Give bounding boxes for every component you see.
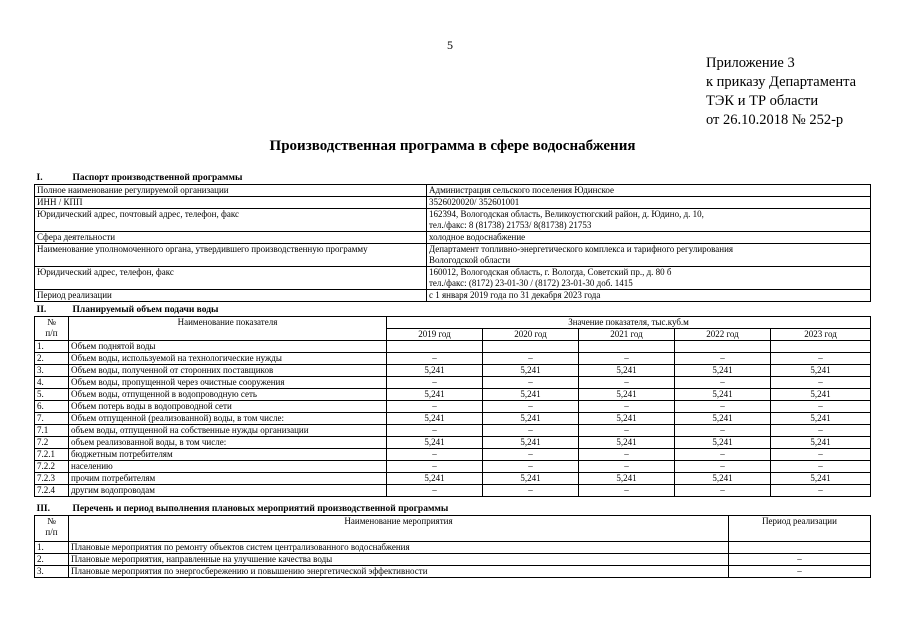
passport-row [35, 185, 871, 197]
indicator-value: 5,241 [579, 437, 675, 449]
indicator-value: – [483, 425, 579, 437]
indicator-value: – [483, 449, 579, 461]
col-period-header: Период реализации [729, 516, 871, 542]
indicator-value: – [387, 485, 483, 497]
passport-row [35, 197, 871, 209]
activity-name: Плановые мероприятия по ремонту объектов систем централизованного водоснабжения [69, 542, 729, 554]
indicator-value: 5,241 [483, 365, 579, 377]
indicator-value: – [387, 401, 483, 413]
passport-value-line-2: тел./факс: (8172) 23-01-30 / (8172) 23-01-30 доб. 1415 [429, 278, 633, 288]
indicator-value: – [579, 425, 675, 437]
indicator-value [675, 341, 771, 353]
passport-value-line-1: 162394, Вологодская область, Великоустюгский район, д. Юдино, д. 10, [429, 209, 704, 219]
indicator-value: 5,241 [387, 473, 483, 485]
indicator-value: – [771, 401, 871, 413]
passport-row [35, 290, 871, 302]
table-row [35, 341, 871, 353]
indicator-value: – [483, 485, 579, 497]
indicator-value: 5,241 [387, 365, 483, 377]
indicator-value: – [483, 353, 579, 365]
passport-label: Период реализации [35, 290, 427, 302]
table-row [35, 485, 871, 497]
table-row [35, 554, 871, 566]
indicator-name: Объем поднятой воды [69, 341, 387, 353]
indicator-value: – [579, 353, 675, 365]
col-value-header: Значение показателя, тыс.куб.м [387, 317, 871, 329]
table-row [35, 353, 871, 365]
year-header: 2021 год [579, 329, 675, 341]
col-num-header [35, 317, 69, 341]
section-2-heading [35, 305, 871, 317]
indicator-value: – [387, 425, 483, 437]
section-3-num: III. [36, 504, 50, 514]
table-row [35, 365, 871, 377]
passport-value [427, 267, 871, 290]
indicator-value: – [579, 485, 675, 497]
indicator-value [387, 341, 483, 353]
passport-value-line-1: 160012, Вологодская область, г. Вологда, Советский пр., д. 80 б [429, 267, 672, 277]
indicator-value: – [771, 485, 871, 497]
section-1-title: Паспорт производственной программы [72, 173, 243, 183]
indicator-name: объем воды, отпущенной на собственные нужды организации [69, 425, 387, 437]
row-num: 7.2.2 [35, 461, 69, 473]
indicator-value [483, 341, 579, 353]
indicator-value: 5,241 [579, 389, 675, 401]
indicator-value: – [579, 449, 675, 461]
section-1-heading [35, 173, 871, 185]
row-num: 7.2.3 [35, 473, 69, 485]
passport-label: Полное наименование регулируемой организации [35, 185, 427, 197]
table-header-row [35, 317, 871, 329]
indicator-value: – [579, 461, 675, 473]
passport-label: ИНН / КПП [35, 197, 427, 209]
passport-value-line-1: Департамент топливно-энергетического комплекса и тарифного регулирования [429, 244, 734, 254]
indicator-value: – [387, 461, 483, 473]
appendix-line-1: Приложение 3 [706, 55, 795, 71]
page-number: 5 [447, 38, 453, 52]
table-row [35, 389, 871, 401]
activity-period: – [729, 566, 871, 578]
row-num: 7.2.1 [35, 449, 69, 461]
section-3-heading [35, 504, 871, 516]
indicator-name: объем реализованной воды, в том числе: [69, 437, 387, 449]
passport-value-line-2: тел./факс: 8 (81738) 21753/ 8(81738) 21753 [429, 220, 592, 230]
indicator-value: 5,241 [675, 413, 771, 425]
indicator-name: прочим потребителям [69, 473, 387, 485]
indicator-value: – [675, 449, 771, 461]
indicator-value: – [771, 377, 871, 389]
indicator-value: – [675, 377, 771, 389]
indicator-value: 5,241 [675, 389, 771, 401]
indicator-value: – [483, 377, 579, 389]
water-volume-table [34, 305, 871, 497]
indicator-value: 5,241 [387, 437, 483, 449]
row-num: 7. [35, 413, 69, 425]
indicator-value: 5,241 [579, 365, 675, 377]
year-header: 2023 год [771, 329, 871, 341]
table-row [35, 401, 871, 413]
row-num: 2. [35, 554, 69, 566]
row-num: 6. [35, 401, 69, 413]
indicator-value: – [387, 449, 483, 461]
indicator-name: Объем воды, используемой на технологические нужды [69, 353, 387, 365]
passport-row [35, 209, 871, 232]
appendix-line-4: от 26.10.2018 № 252-р [706, 112, 844, 128]
indicator-value: – [675, 461, 771, 473]
passport-row [35, 267, 871, 290]
indicator-value: 5,241 [579, 413, 675, 425]
indicator-value [771, 341, 871, 353]
indicator-value: – [387, 353, 483, 365]
indicator-name: населению [69, 461, 387, 473]
indicator-value: 5,241 [483, 437, 579, 449]
document-title: Производственная программа в сфере водоснабжения [269, 138, 636, 154]
indicator-name: Объем воды, отпущенной в водопроводную сеть [69, 389, 387, 401]
row-num: 1. [35, 341, 69, 353]
activity-period [729, 542, 871, 554]
col-num-label: № [47, 516, 56, 526]
indicator-value [579, 341, 675, 353]
year-header: 2019 год [387, 329, 483, 341]
indicator-value: 5,241 [483, 389, 579, 401]
indicator-value: 5,241 [675, 473, 771, 485]
indicator-value: – [675, 425, 771, 437]
col-num-label: № [47, 317, 56, 327]
row-num: 4. [35, 377, 69, 389]
table-header-row [35, 516, 871, 542]
year-header: 2020 год [483, 329, 579, 341]
section-1-num: I. [36, 173, 43, 183]
table-row [35, 566, 871, 578]
passport-value: с 1 января 2019 года по 31 декабря 2023 года [427, 290, 871, 302]
col-activity-header: Наименование мероприятия [69, 516, 729, 542]
indicator-value: 5,241 [771, 365, 871, 377]
passport-label: Юридический адрес, почтовый адрес, телефон, факс [35, 209, 427, 232]
section-3-title: Перечень и период выполнения плановых мероприятий производственной программы [72, 504, 449, 514]
table-row [35, 542, 871, 554]
indicator-value: 5,241 [483, 413, 579, 425]
row-num: 3. [35, 365, 69, 377]
table-row [35, 473, 871, 485]
indicator-value: – [579, 401, 675, 413]
appendix-line-3: ТЭК и ТР области [706, 93, 819, 109]
passport-value: холодное водоснабжение [427, 232, 871, 244]
col-name-header: Наименование показателя [69, 317, 387, 341]
indicator-value: 5,241 [771, 413, 871, 425]
table-row [35, 437, 871, 449]
col-num-label-2: п/п [45, 527, 58, 537]
row-num: 7.2 [35, 437, 69, 449]
passport-value-line-2: Вологодской области [429, 255, 511, 265]
indicator-value: 5,241 [771, 389, 871, 401]
indicator-value: – [483, 461, 579, 473]
passport-row [35, 232, 871, 244]
indicator-value: 5,241 [387, 413, 483, 425]
passport-table [34, 173, 871, 302]
appendix-line-2: к приказу Департамента [706, 74, 857, 90]
indicator-name: Объем воды, полученной от сторонних поставщиков [69, 365, 387, 377]
passport-label: Наименование уполномоченного органа, утвердившего производственную программу [35, 244, 427, 267]
activity-name: Плановые мероприятия по энергосбережению и повышению энергетической эффективности [69, 566, 729, 578]
passport-value: Администрация сельского поселения Юдинское [427, 185, 871, 197]
indicator-value: – [675, 353, 771, 365]
indicator-value: – [771, 449, 871, 461]
row-num: 3. [35, 566, 69, 578]
table-row [35, 425, 871, 437]
water-volume-rows [35, 341, 871, 497]
indicator-value: – [771, 353, 871, 365]
indicator-name: Объем воды, пропущенной через очистные сооружения [69, 377, 387, 389]
row-num: 7.2.4 [35, 485, 69, 497]
passport-value [427, 209, 871, 232]
appendix-block [706, 54, 856, 130]
indicator-value: – [771, 425, 871, 437]
table-row [35, 413, 871, 425]
indicator-name: бюджетным потребителям [69, 449, 387, 461]
indicator-name: Объем отпущенной (реализованной) воды, в том числе: [69, 413, 387, 425]
indicator-value: 5,241 [483, 473, 579, 485]
indicator-value: 5,241 [387, 389, 483, 401]
passport-row [35, 244, 871, 267]
indicator-value: – [675, 401, 771, 413]
year-header: 2022 год [675, 329, 771, 341]
col-num-header [35, 516, 69, 542]
passport-value [427, 244, 871, 267]
row-num: 5. [35, 389, 69, 401]
col-num-label-2: п/п [45, 328, 58, 338]
indicator-name: Объем потерь воды в водопроводной сети [69, 401, 387, 413]
row-num: 1. [35, 542, 69, 554]
activity-period: – [729, 554, 871, 566]
section-2-title: Планируемый объем подачи воды [72, 305, 219, 315]
indicator-value: 5,241 [675, 365, 771, 377]
indicator-value: 5,241 [675, 437, 771, 449]
indicator-value: 5,241 [771, 437, 871, 449]
row-num: 2. [35, 353, 69, 365]
section-2-num: II. [36, 305, 47, 315]
indicator-value: – [771, 461, 871, 473]
table-row [35, 377, 871, 389]
indicator-value: – [579, 377, 675, 389]
table-row [35, 461, 871, 473]
passport-label: Сфера деятельности [35, 232, 427, 244]
indicator-value: 5,241 [579, 473, 675, 485]
passport-label: Юридический адрес, телефон, факс [35, 267, 427, 290]
indicator-value: – [483, 401, 579, 413]
indicator-value: 5,241 [771, 473, 871, 485]
table-row [35, 449, 871, 461]
row-num: 7.1 [35, 425, 69, 437]
indicator-value: – [387, 377, 483, 389]
activity-name: Плановые мероприятия, направленные на улучшение качества воды [69, 554, 729, 566]
activities-table [34, 504, 871, 578]
indicator-value: – [675, 485, 771, 497]
indicator-name: другим водопроводам [69, 485, 387, 497]
passport-value: 3526020020/ 352601001 [427, 197, 871, 209]
